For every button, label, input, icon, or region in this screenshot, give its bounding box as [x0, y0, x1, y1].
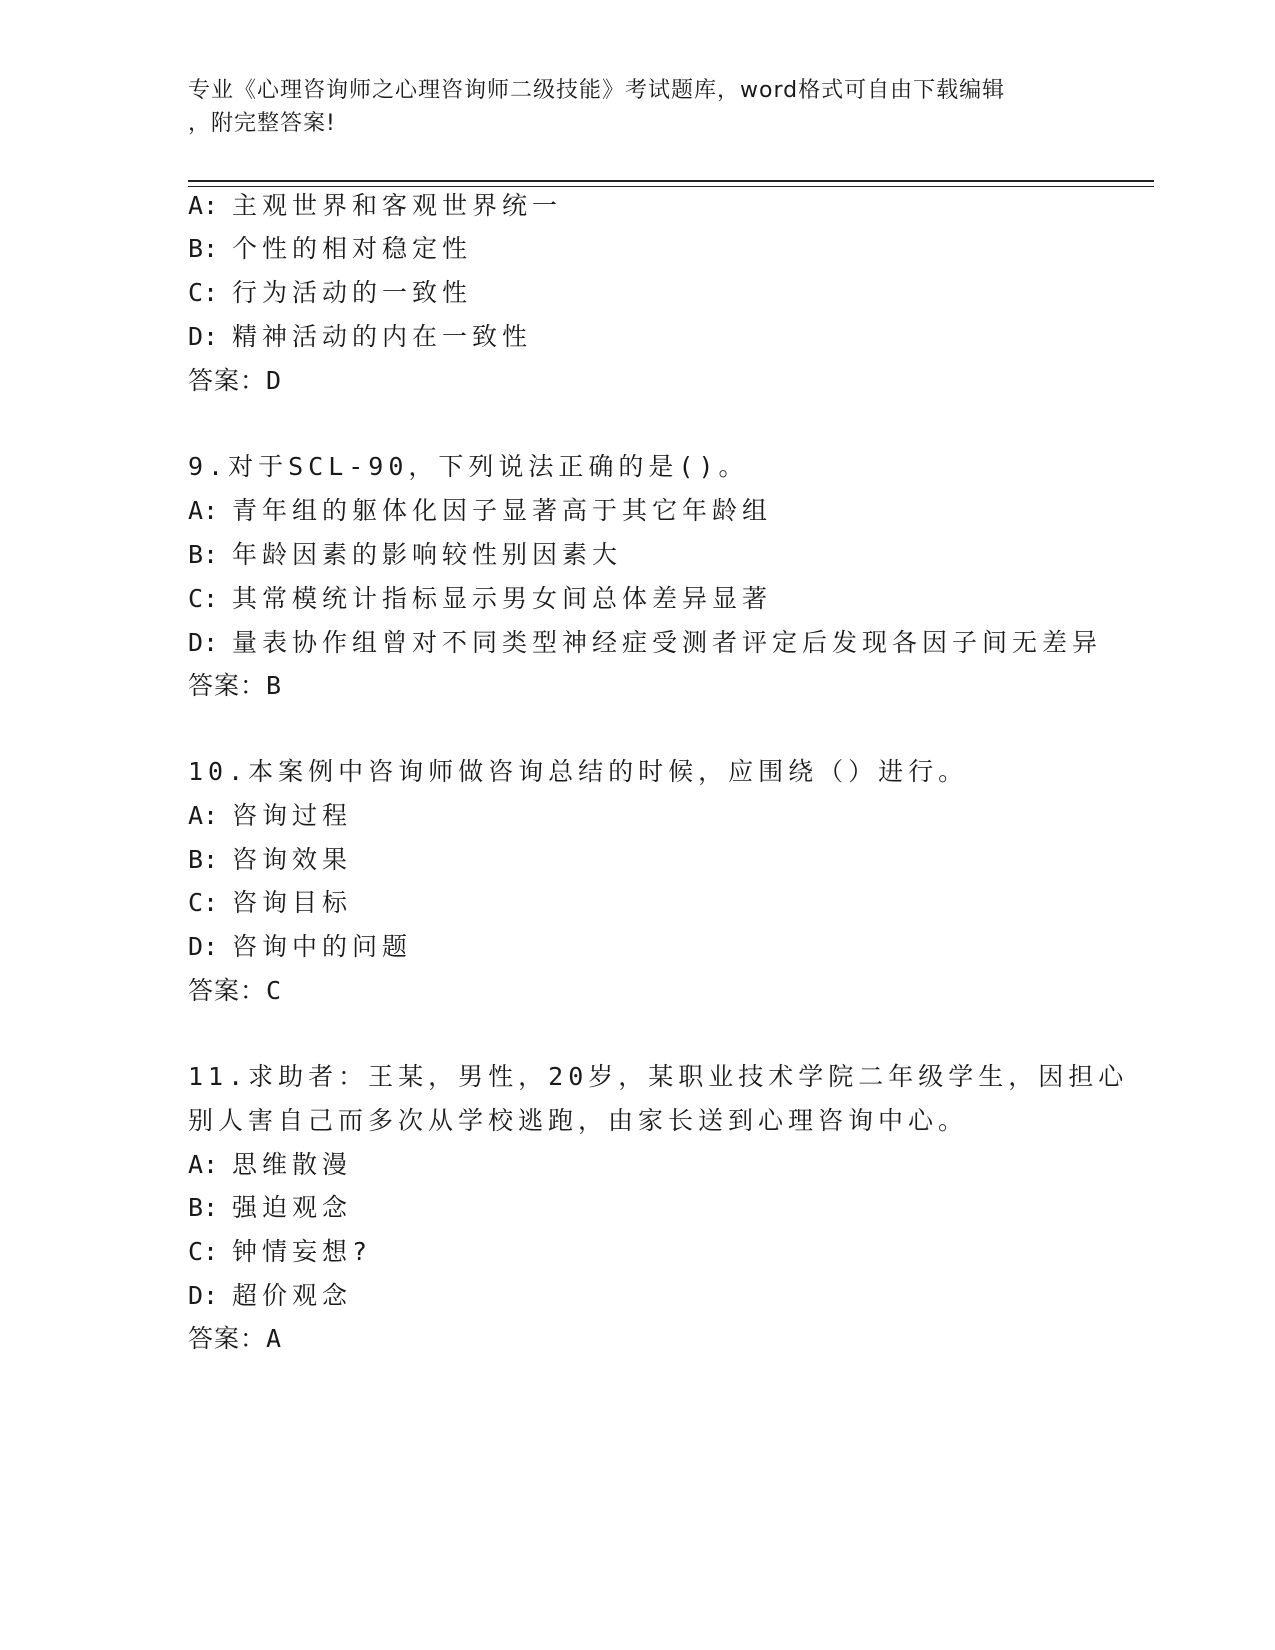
header-divider-thick	[188, 180, 1154, 182]
q10-option-d: D: 咨询中的问题	[188, 932, 413, 961]
q11-option-d: D: 超价观念	[188, 1281, 353, 1310]
q9-option-b: B: 年龄因素的影响较性别因素大	[188, 540, 623, 569]
header-line-2: ，附完整答案!	[188, 111, 336, 136]
q11-stem-line-2: 别人害自己而多次从学校逃跑，由家长送到心理咨询中心。	[188, 1106, 969, 1135]
q11-option-c: C: 钟情妄想?	[188, 1237, 373, 1266]
q9-stem: 9.对于SCL-90，下列说法正确的是()。	[188, 452, 749, 481]
q10-option-a: A: 咨询过程	[188, 801, 353, 830]
q9-answer: 答案：B	[188, 671, 283, 700]
q9-option-d: D: 量表协作组曾对不同类型神经症受测者评定后发现各因子间无差异	[188, 628, 1103, 657]
q11-answer: 答案：A	[188, 1324, 283, 1353]
q8-option-a: A: 主观世界和客观世界统一	[188, 191, 563, 220]
q9-option-c: C: 其常模统计指标显示男女间总体差异显著	[188, 584, 773, 613]
header-divider-thin	[188, 186, 1154, 187]
document-header	[188, 74, 1088, 140]
q11-option-b: B: 强迫观念	[188, 1193, 353, 1222]
q10-answer: 答案：C	[188, 976, 283, 1005]
q11-stem-line-1: 11.求助者：王某，男性，20岁，某职业技术学院二年级学生，因担心	[188, 1062, 1129, 1091]
q8-option-b: B: 个性的相对稳定性	[188, 234, 473, 263]
q10-stem: 10.本案例中咨询师做咨询总结的时候，应围绕（）进行。	[188, 757, 969, 786]
q10-option-c: C: 咨询目标	[188, 888, 353, 917]
q9-option-a: A: 青年组的躯体化因子显著高于其它年龄组	[188, 496, 773, 525]
header-line-1: 专业《心理咨询师之心理咨询师二级技能》考试题库，word格式可自由下载编辑	[188, 78, 1006, 103]
q8-option-d: D: 精神活动的内在一致性	[188, 322, 533, 351]
q10-option-b: B: 咨询效果	[188, 845, 353, 874]
q8-answer: 答案：D	[188, 366, 283, 395]
q11-option-a: A: 思维散漫	[188, 1150, 353, 1179]
q8-option-c: C: 行为活动的一致性	[188, 278, 473, 307]
